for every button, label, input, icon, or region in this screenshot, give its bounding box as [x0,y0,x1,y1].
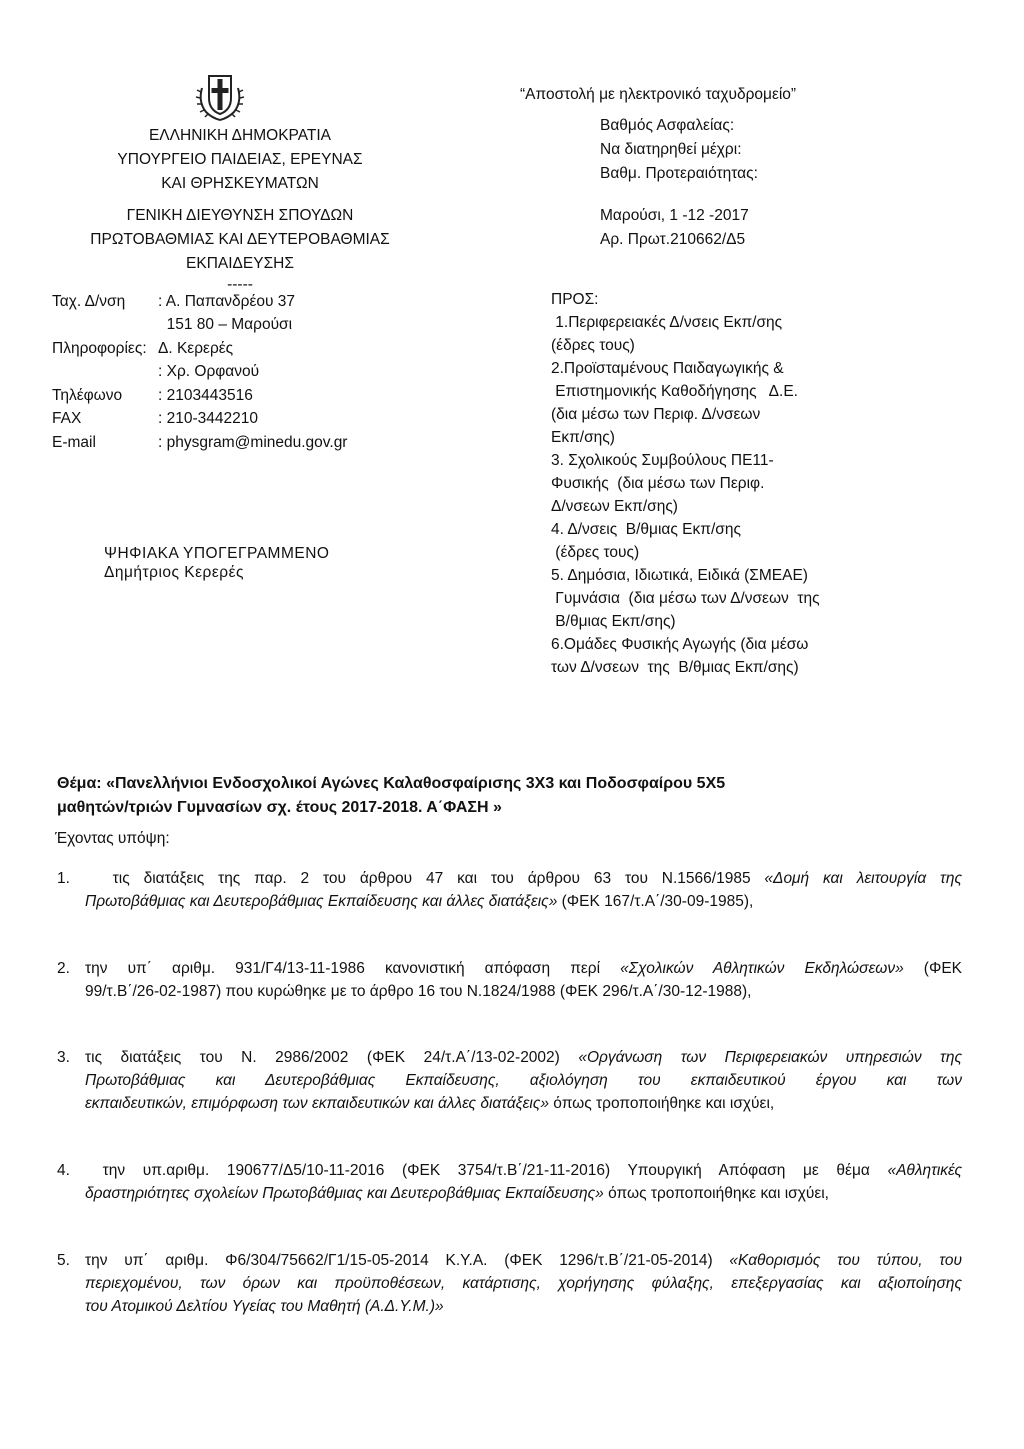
item-number: 5. [57,1252,70,1269]
ministry-line-2: ΚΑΙ ΘΡΗΣΚΕΥΜΑΤΩΝ [161,175,319,192]
item-line: εκπαιδευτικών, επιμόρφωση των εκπαιδευτικών και άλλες διατάξεις» όπως τροποποιήθηκε και ισχύει, [85,1095,775,1112]
recipients-heading: ΠΡΟΣ: [551,291,599,308]
item-line: του Ατομικού Δελτίου Υγείας του Μαθητή (Α.Δ.Υ.Μ.)» [85,1298,444,1315]
contact-row-info [52,337,432,361]
contact-row-fax [52,408,432,432]
contact-value: Δ. Κερερές [158,339,234,357]
security-level: Βαθμός Ασφαλείας: [600,117,735,134]
contact-value: : Α. Παπανδρέου 37 [158,292,296,310]
contact-value: 151 80 – Μαρούσι [158,316,293,334]
contact-row-postcode [52,314,432,338]
contact-value: : physgram@minedu.gov.gr [158,433,348,451]
contact-label: Ταχ. Δ/νση [52,292,126,310]
recipient-line: των Δ/νσεων της Β/θμιας Εκπ/σης) [551,659,799,676]
contact-value: : 2103443516 [158,386,253,404]
contact-row-info-2 [52,361,432,385]
classification-block [600,114,758,186]
item-number: 2. [57,960,70,977]
greek-state-emblem-icon [192,68,248,124]
header-separator: ----- [227,276,253,293]
item-line: τις διατάξεις του Ν. 2986/2002 (ΦΕΚ 24/τ.Α΄/13-02-2002) «Οργάνωση των Περιφερειακών υπηρεσιών της [85,1049,962,1066]
document-subject [57,772,957,820]
contact-row-address [52,290,432,314]
recipient-line: Εκπ/σης) [551,429,615,446]
recipient-line: Γυμνάσια (δια μέσω των Δ/νσεων της [551,590,820,607]
legal-basis-item-3 [57,1046,962,1115]
contact-label: Τηλέφωνο [52,386,123,404]
item-line: Πρωτοβάθμιας και Δευτεροβάθμιας Εκπαίδευσης, αξιολόγηση του εκπαιδευτικού έργου και των [85,1072,962,1089]
legal-basis-item-5 [57,1249,962,1318]
having-regard-heading: Έχοντας υπόψη: [55,830,170,847]
directorate-line-3: ΕΚΠΑΙΔΕΥΣΗΣ [186,255,294,272]
recipient-line: (έδρες τους) [551,337,635,354]
item-line: τις διατάξεις της παρ. 2 του άρθρου 47 και του άρθρου 63 του Ν.1566/1985 «Δομή και λειτουργία της [85,870,962,887]
signatory-name: Δημήτριος Κερερές [104,564,244,581]
issuer-header [40,124,440,294]
recipient-line: Β/θμιας Εκπ/σης) [551,613,676,630]
item-number: 1. [57,870,70,887]
recipient-line: (δια μέσω των Περιφ. Δ/νσεων [551,406,761,423]
item-number: 3. [57,1049,70,1066]
contact-row-phone [52,384,432,408]
contact-value: : 210-3442210 [158,410,258,428]
recipient-line: Φυσικής (δια μέσω των Περιφ. [551,475,765,492]
contact-label: E-mail [52,433,96,451]
recipient-line: 5. Δημόσια, Ιδιωτικά, Ειδικά (ΣΜΕΑΕ) [551,567,808,584]
date-protocol-block [600,204,749,252]
item-line: την υπ΄ αριθμ. 931/Γ4/13-11-1986 κανονιστική απόφαση περί «Σχολικών Αθλητικών Εκδηλώσεων» (ΦΕΚ [85,960,963,977]
contact-row-email [52,431,432,455]
contact-block [52,290,432,455]
country-name: ΕΛΛΗΝΙΚΗ ΔΗΜΟΚΡΑΤΙΑ [148,127,332,144]
item-line: Πρωτοβάθμιας και Δευτεροβάθμιας Εκπαίδευσης και άλλες διατάξεις» (ΦΕΚ 167/τ.Α΄/30-09-1985), [85,893,754,910]
item-line: 99/τ.Β΄/26-02-1987) που κυρώθηκε με το άρθρο 16 του Ν.1824/1988 (ΦΕΚ 296/τ.Α΄/30-12-1988), [85,983,752,1000]
protocol-number: Αρ. Πρωτ.210662/Δ5 [600,231,746,248]
contact-value: : Χρ. Ορφανού [158,363,260,381]
contact-label: FAX [52,410,82,428]
directorate-line-1: ΓΕΝΙΚΗ ΔΙΕΥΘΥΝΣΗ ΣΠΟΥΔΩΝ [126,207,354,224]
directorate-line-2: ΠΡΩΤΟΒΑΘΜΙΑΣ ΚΑΙ ΔΕΥΤΕΡΟΒΑΘΜΙΑΣ [90,231,390,248]
recipient-line: Δ/νσεων Εκπ/σης) [551,498,678,515]
item-line: δραστηριότητες σχολείων Πρωτοβάθμιας και Δευτεροβάθμιας Εκπαίδευσης» όπως τροποποιήθηκε και ισχύει, [85,1185,829,1202]
ministry-line-1: ΥΠΟΥΡΓΕΙΟ ΠΑΙΔΕΙΑΣ, ΕΡΕΥΝΑΣ [117,151,363,168]
legal-basis-item-1 [57,867,962,913]
recipient-line: 6.Ομάδες Φυσικής Αγωγής (δια μέσω [551,636,809,653]
item-number: 4. [57,1162,70,1179]
recipient-line: 2.Προϊσταμένους Παιδαγωγικής & [551,360,784,377]
recipients-block [551,288,871,679]
subject-line-2: μαθητών/τριών Γυμνασίων σχ. έτους 2017-2018. Α΄ΦΑΣΗ » [57,799,502,816]
item-line: την υπ.αριθμ. 190677/Δ5/10-11-2016 (ΦΕΚ 3754/τ.Β΄/21-11-2016) Υπουργική Απόφαση με θέμα «Αθλητικές [85,1162,962,1179]
signature-status: ΨΗΦΙΑΚΑ ΥΠΟΓΕΓΡΑΜΜΕΝΟ [104,545,330,562]
recipient-line: Επιστημονικής Καθοδήγησης Δ.Ε. [551,383,798,400]
priority-level: Βαθμ. Προτεραιότητας: [600,165,758,182]
digital-signature [104,544,404,582]
subject-line-1: Θέμα: «Πανελλήνιοι Ενδοσχολικοί Αγώνες Καλαθοσφαίρισης 3Χ3 και Ποδοσφαίρου 5Χ5 [57,775,726,792]
item-line: την υπ΄ αριθμ. Φ6/304/75662/Γ1/15-05-2014 Κ.Υ.Α. (ΦΕΚ 1296/τ.Β΄/21-05-2014) «Καθορισμός του τύπου, του [85,1252,963,1269]
delivery-method: “Αποστολή με ηλεκτρονικό ταχυδρομείο” [520,86,797,103]
legal-basis-item-4 [57,1159,962,1205]
contact-label: Πληροφορίες: [52,339,147,357]
recipient-line: 1.Περιφερειακές Δ/νσεις Εκπ/σης [551,314,783,331]
document-date: Μαρούσι, 1 -12 -2017 [600,207,749,224]
recipient-line: 3. Σχολικούς Συμβούλους ΠΕ11- [551,452,774,469]
item-line: περιεχομένου, των όρων και προϋποθέσεων, κατάρτισης, χορήγησης φύλαξης, επεξεργασίας και αξιοποίησης [85,1275,962,1292]
legal-basis-item-2 [57,957,962,1003]
keep-until: Να διατηρηθεί μέχρι: [600,141,742,158]
recipient-line: 4. Δ/νσεις Β/θμιας Εκπ/σης [551,521,741,538]
recipient-line: (έδρες τους) [551,544,640,561]
